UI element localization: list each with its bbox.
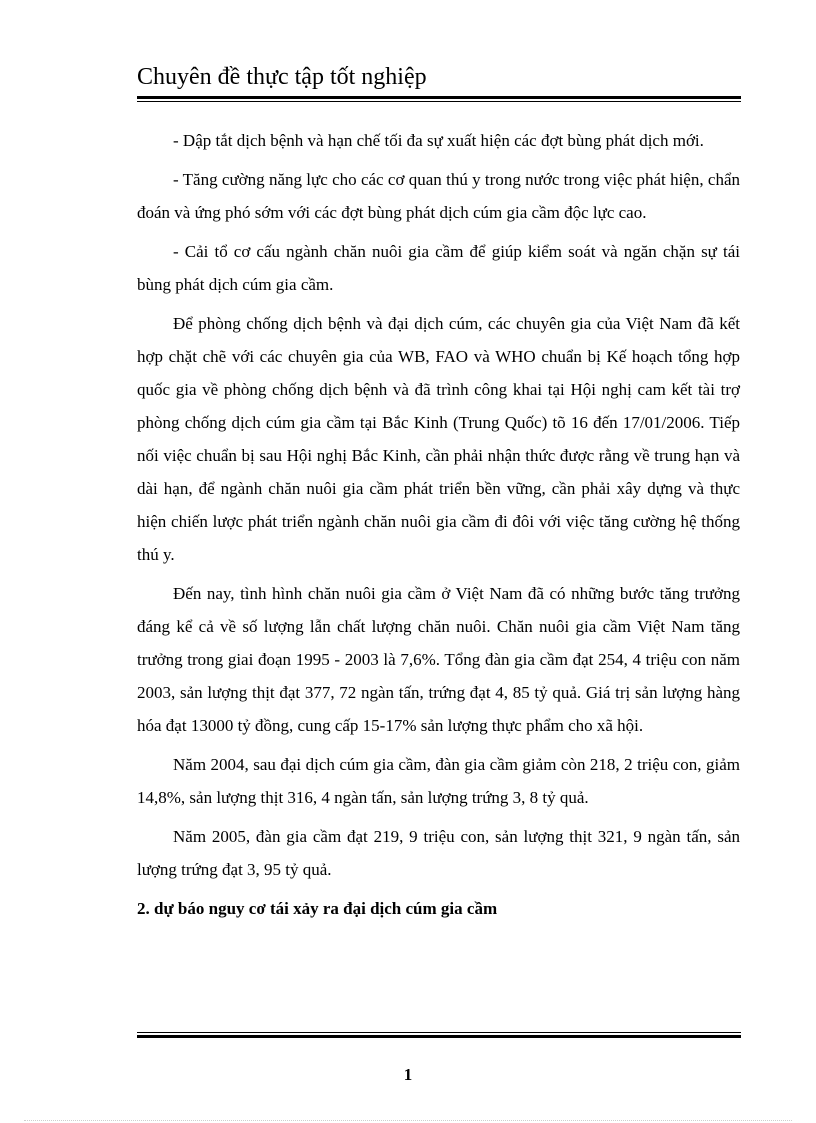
running-header-title: Chuyên đề thực tập tốt nghiệp [137,64,427,90]
footer-rule-thick [137,1035,741,1038]
page-edge-dotted-line [24,1120,792,1121]
paragraph: - Tăng cường năng lực cho các cơ quan thú y trong nước trong việc phát hiện, chẩn đoán và ứng phó sớm với các đợt bùng phát dịch cúm gia cầm độc lực cao. [137,170,740,222]
paragraph: Đến nay, tình hình chăn nuôi gia cầm ở Việt Nam đã có những bước tăng trưởng đáng kể cả về số lượng lẫn chất lượng chăn nuôi. Chăn nuôi gia cầm Việt Nam tăng trưởng trong giai đoạn 1995 - 2003 là 7,6%. Tổng đàn gia cầm đạt 254, 4 triệu con năm 2003, sản lượng thịt đạt 377, 72 ngàn tấn, trứng đạt 4, 85 tỷ quả. Giá trị sản lượng hàng hóa đạt 13000 tỷ đồng, cung cấp 15-17% sản lượng thực phẩm cho xã hội. [137,584,740,735]
paragraph: Để phòng chống dịch bệnh và đại dịch cúm, các chuyên gia của Việt Nam đã kết hợp chặt chẽ với các chuyên gia của WB, FAO và WHO chuẩn bị Kế hoạch tổng hợp quốc gia về phòng chống dịch bệnh và đã trình công khai tại Hội nghị cam kết tài trợ phòng chống dịch cúm gia cầm tại Bắc Kinh (Trung Quốc) tõ 16 đến 17/01/2006. Tiếp nối việc chuẩn bị sau Hội nghị Bắc Kinh, cần phải nhận thức được rằng về trung hạn và dài hạn, để ngành chăn nuôi gia cầm phát triển bền vững, cần phải xây dựng và thực hiện chiến lược phát triển ngành chăn nuôi gia cầm đi đôi với việc tăng cường hệ thống thú y. [137,314,740,564]
header-rule-thick [137,96,741,99]
section-heading: 2. dự báo nguy cơ tái xảy ra đại dịch cúm gia cầm [137,899,498,918]
body-text [137,124,740,931]
paragraph: Năm 2005, đàn gia cầm đạt 219, 9 triệu con, sản lượng thịt 321, 9 ngàn tấn, sản lượng trứng đạt 3, 95 tỷ quả. [137,827,740,879]
paragraph: - Cải tổ cơ cấu ngành chăn nuôi gia cầm để giúp kiểm soát và ngăn chặn sự tái bùng phát dịch cúm gia cầm. [137,242,740,294]
header-rule-thin [137,101,741,102]
paragraph: Năm 2004, sau đại dịch cúm gia cầm, đàn gia cầm giảm còn 218, 2 triệu con, giảm 14,8%, sản lượng thịt 316, 4 ngàn tấn, sản lượng trứng 3, 8 tỷ quả. [137,755,740,807]
footer-rule-thin [137,1032,741,1033]
paragraph: - Dập tắt dịch bệnh và hạn chế tối đa sự xuất hiện các đợt bùng phát dịch mới. [173,131,704,150]
page-number: 1 [403,1065,413,1084]
